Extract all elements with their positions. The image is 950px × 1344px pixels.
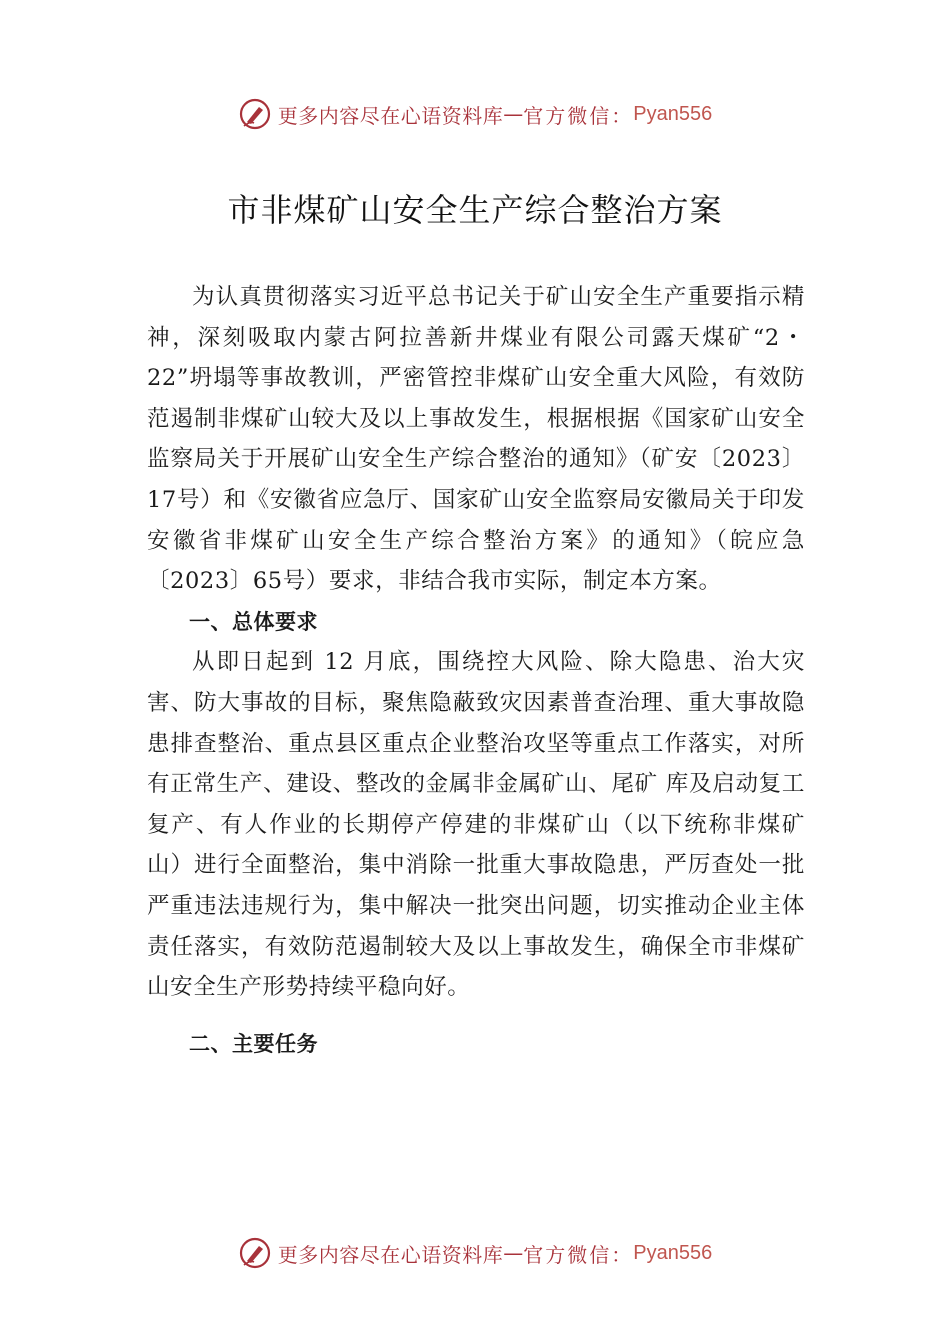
watermark-account: Pyan556 [633,1241,713,1264]
intro-paragraph: 为认真贯彻落实习近平总书记关于矿山安全生产重要指示精神，深刻吸取内蒙古阿拉善新井煤业有限公司露天煤矿“2・22”坍塌等事故教训，严密管控非煤矿山安全重大风险，有效防范遏制非煤矿山较大及以上事故发生，根据根据《国家矿山安全监察局关于开展矿山安全生产综合整治的通知》（矿安〔2023〕17号）和《安徽省应急厅、国家矿山安全监察局安徽局关于印发安徽省非煤矿山安全生产综合整治方案》的通知》（皖应急〔2023〕65号）要求，非结合我市实际，制定本方案。 [147,284,805,595]
watermark-brand: 更多内容尽在心语资料库 [277,103,504,128]
general-requirements-paragraph: 从即日起到 12 月底，围绕控大风险、除大隐患、治大灾害、防大事故的目标，聚焦隐蔽致灾因素普查治理、重大事故隐患排查整治、重点县区重点企业整治攻坚等重点工作落实，对所有正常生产、建设、整改的金属非金属矿山、尾矿 库及启动复工复产、有人作业的长期停产停建的非煤矿山（以下统称非煤矿山）进行全面整治，集中消除一批重大事故隐患，严厉查处一批严重违法违规行为，集中解决一批突出问题，切实推动企业主体责任落实，有效防范遏制较大及以上事故发生，确保全市非煤矿山安全生产形势持续平稳向好。 [147,649,805,1001]
top-watermark-banner [0,92,950,136]
section-heading-main-tasks: 二、主要任务 [189,1031,318,1056]
document-title: 市非煤矿山安全生产综合整治方案 [227,191,723,229]
section-heading-general-requirements: 一、总体要求 [189,609,318,634]
watermark-dash: — [503,1241,524,1265]
watermark-account: Pyan556 [633,102,713,125]
document-body [147,277,805,1064]
watermark-label: 官方微信： [523,103,634,128]
watermark-dash: — [503,102,524,126]
watermark-label: 官方微信： [523,1242,634,1267]
pen-logo-icon [238,97,272,131]
bottom-watermark-banner [0,1231,950,1275]
pen-logo-icon [238,1236,272,1270]
watermark-brand: 更多内容尽在心语资料库 [277,1242,504,1267]
